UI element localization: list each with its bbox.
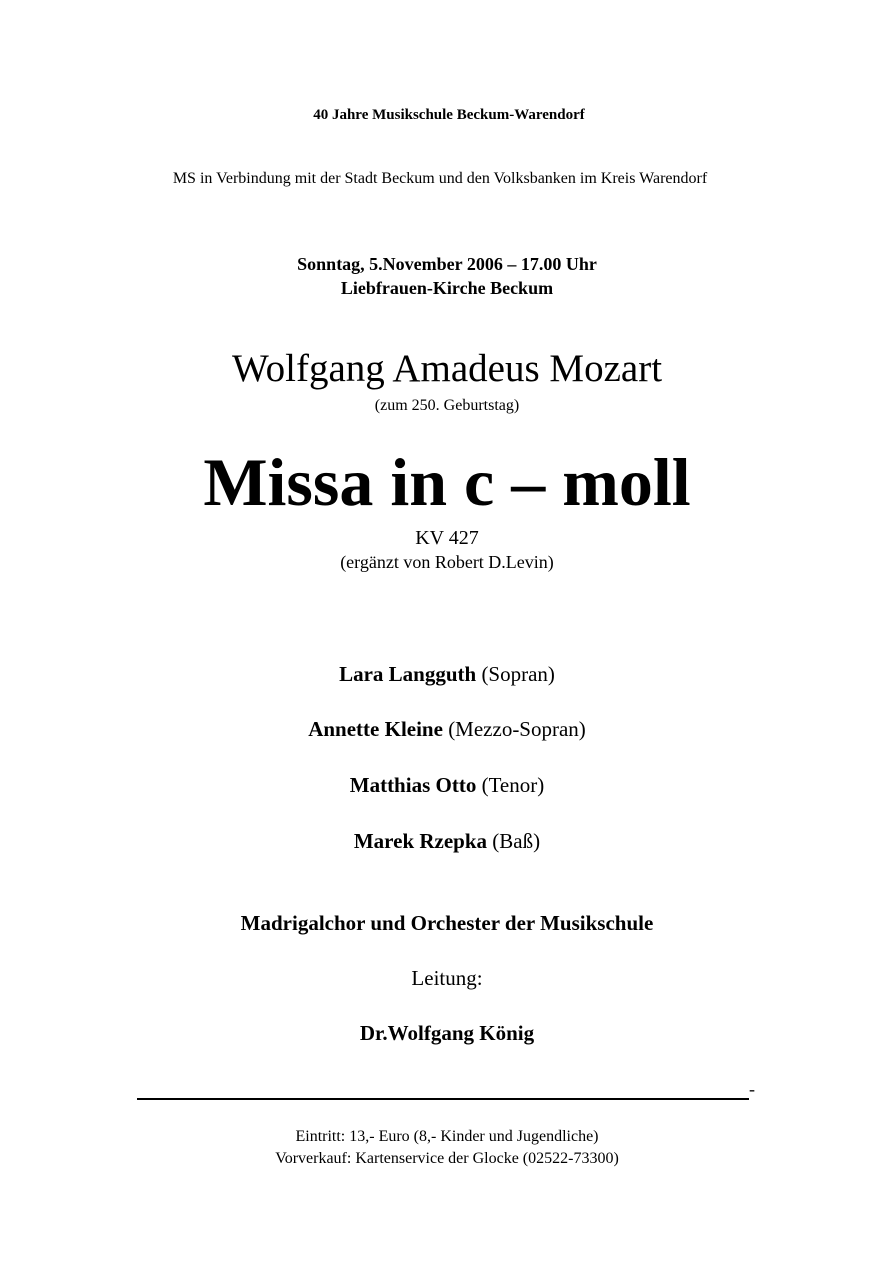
soloist-role: (Sopran) xyxy=(481,662,555,686)
divider-dash: - xyxy=(749,1079,755,1099)
event-venue: Liebfrauen-Kirche Beckum xyxy=(340,278,554,298)
event-date-time: Sonntag, 5.November 2006 – 17.00 Uhr xyxy=(297,254,597,274)
organization-heading: 40 Jahre Musikschule Beckum-Warendorf xyxy=(313,107,585,123)
soloist-role: (Tenor) xyxy=(481,773,545,797)
soloist-line xyxy=(0,775,894,796)
soloist-name: Lara Langguth xyxy=(339,662,477,686)
work-title: Missa in c – moll xyxy=(203,444,691,520)
completion-note: (ergänzt von Robert D.Levin) xyxy=(340,552,554,572)
occasion-note: (zum 250. Geburtstag) xyxy=(374,397,520,414)
soloist-line xyxy=(0,831,894,852)
soloist-name: Marek Rzepka xyxy=(353,829,488,853)
divider-rule xyxy=(137,1098,749,1100)
soloist-name: Annette Kleine xyxy=(308,717,443,741)
presale-info: Vorverkauf: Kartenservice der Glocke (02522-73300) xyxy=(275,1150,619,1167)
soloist-line xyxy=(0,719,894,740)
partner-line: MS in Verbindung mit der Stadt Beckum und den Volksbanken im Kreis Warendorf xyxy=(172,170,708,187)
admission-info: Eintritt: 13,- Euro (8,- Kinder und Jugendliche) xyxy=(295,1128,599,1145)
composer-name: Wolfgang Amadeus Mozart xyxy=(231,347,663,390)
direction-label: Leitung: xyxy=(411,966,483,990)
ensemble-name: Madrigalchor und Orchester der Musikschule xyxy=(240,911,654,935)
soloist-line xyxy=(0,664,894,685)
soloist-role: (Mezzo-Sopran) xyxy=(448,717,586,741)
conductor-name: Dr.Wolfgang König xyxy=(359,1021,535,1045)
soloist-role: (Baß) xyxy=(492,829,541,853)
soloist-name: Matthias Otto xyxy=(349,773,477,797)
catalog-number: KV 427 xyxy=(415,527,479,549)
